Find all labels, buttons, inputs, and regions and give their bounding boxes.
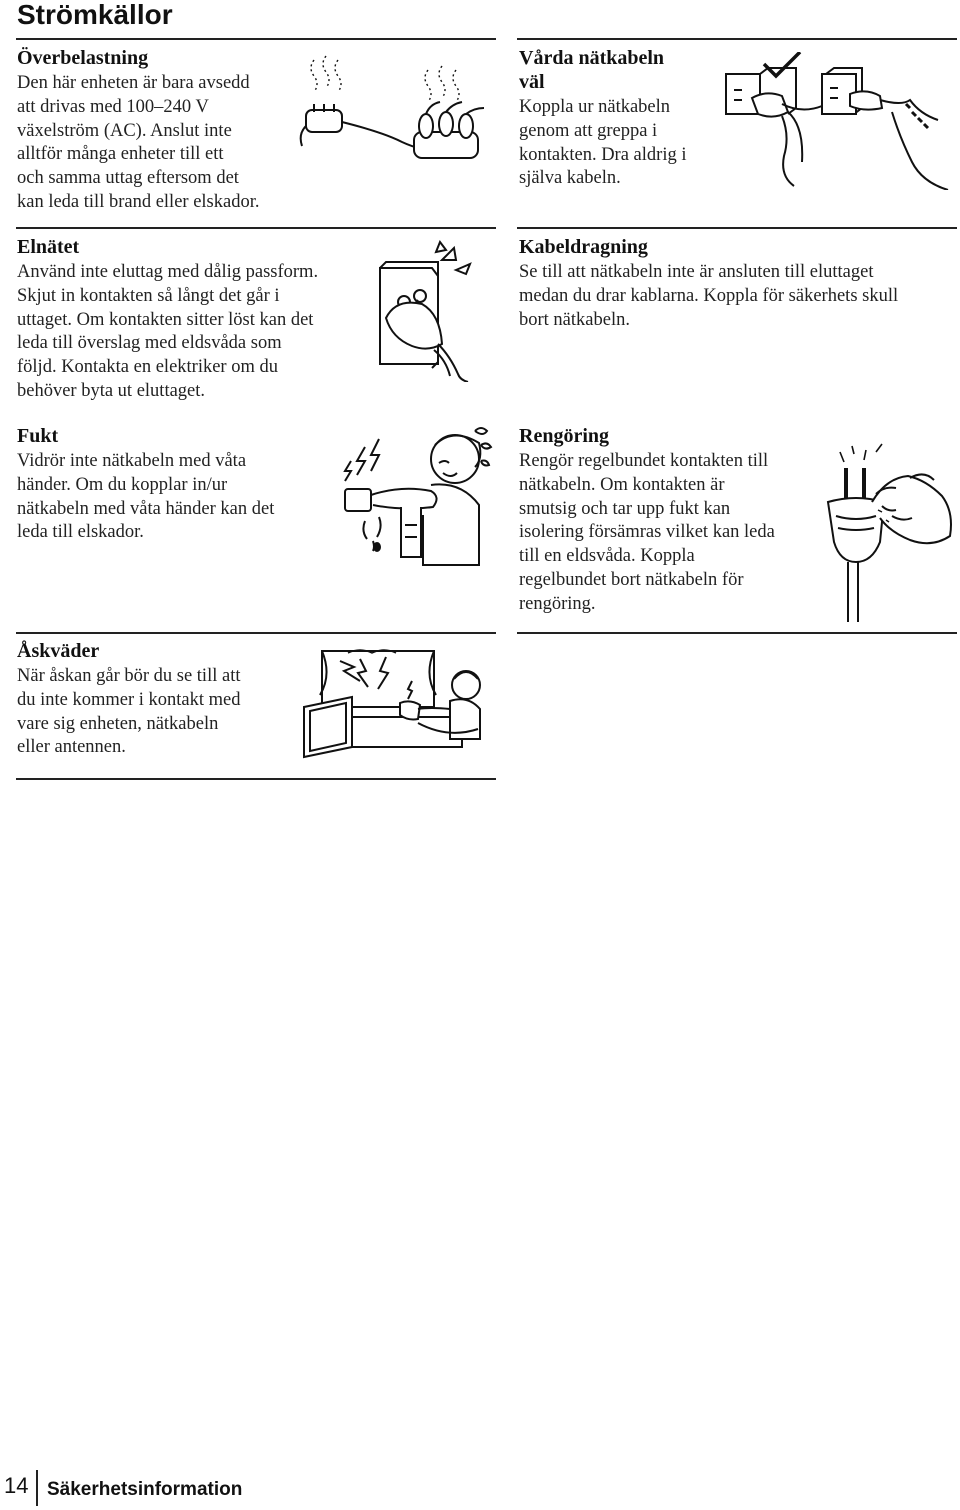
section-thunder [17,639,297,760]
section-text: Koppla ur nätkabeln genom att greppa i kontakten. Dra aldrig i själva kabeln. [519,97,687,189]
section-heading: Vårda nätkabeln väl [519,47,665,93]
section-care [519,46,739,191]
section-cabling [519,235,955,332]
section-divider [16,778,496,780]
section-text: När åskan går bör du se till att du inte kommer i kontakt med vare sig enheten, nätkabeln eller antennen. [17,666,241,758]
section-text: Använd inte eluttag med dålig passform. Skjut in kontakten så långt det går i uttaget. Om kontakten sitter löst kan det leda till överslag med eldsvåda som följd. Kontakta en elektriker om du behöver byta ut eluttaget. [17,262,319,401]
cleaning-plug-illustration [822,432,956,624]
thunderstorm-tv-illustration [300,645,496,765]
section-text: Se till att nätkabeln inte är ansluten till eluttaget medan du drar kablarna. Koppla för säkerhets skull bort nätkabeln. [519,262,899,330]
overloaded-power-strip-illustration [292,52,492,172]
section-divider [16,38,496,40]
section-moisture [17,424,337,545]
unplug-correctly-check-illustration [722,52,952,190]
page-number: 14 [4,1473,29,1498]
footer-divider [36,1470,38,1506]
section-divider [517,227,957,229]
section-text: Den här enheten är bara avsedd att drivas med 100–240 V växelström (AC). Anslut inte alltför många enheter till ett och samma uttag eftersom det kan leda till brand eller elskador. [17,73,260,212]
section-cleaning [519,424,819,617]
section-divider [16,632,496,634]
section-divider [517,632,957,634]
section-divider [517,38,957,40]
section-heading: Kabeldragning [519,236,648,258]
footer-label: Säkerhetsinformation [47,1479,243,1500]
section-heading: Överbelastning [17,47,149,69]
loose-plug-outlet-illustration [372,240,492,382]
section-heading: Åskväder [17,640,100,662]
section-text: Vidrör inte nätkabeln med våta händer. Om du kopplar in/ur nätkabeln med våta händer kan det leda till elskador. [17,451,275,543]
section-heading: Fukt [17,425,59,447]
section-text: Rengör regelbundet kontakten till nätkabeln. Om kontakten är smutsig och tar upp fukt kan isolering försämras vilket kan leda till en eldsvåda. Koppla regelbundet bort nätkabeln för rengöring. [519,451,775,614]
page-title: Strömkällor [17,0,173,30]
section-heading: Elnätet [17,236,80,258]
section-divider [16,227,496,229]
section-heading: Rengöring [519,425,609,447]
section-overload [17,46,307,215]
wet-hands-shock-illustration [335,425,495,575]
section-outlet [17,235,377,404]
page-footer [0,1470,400,1508]
